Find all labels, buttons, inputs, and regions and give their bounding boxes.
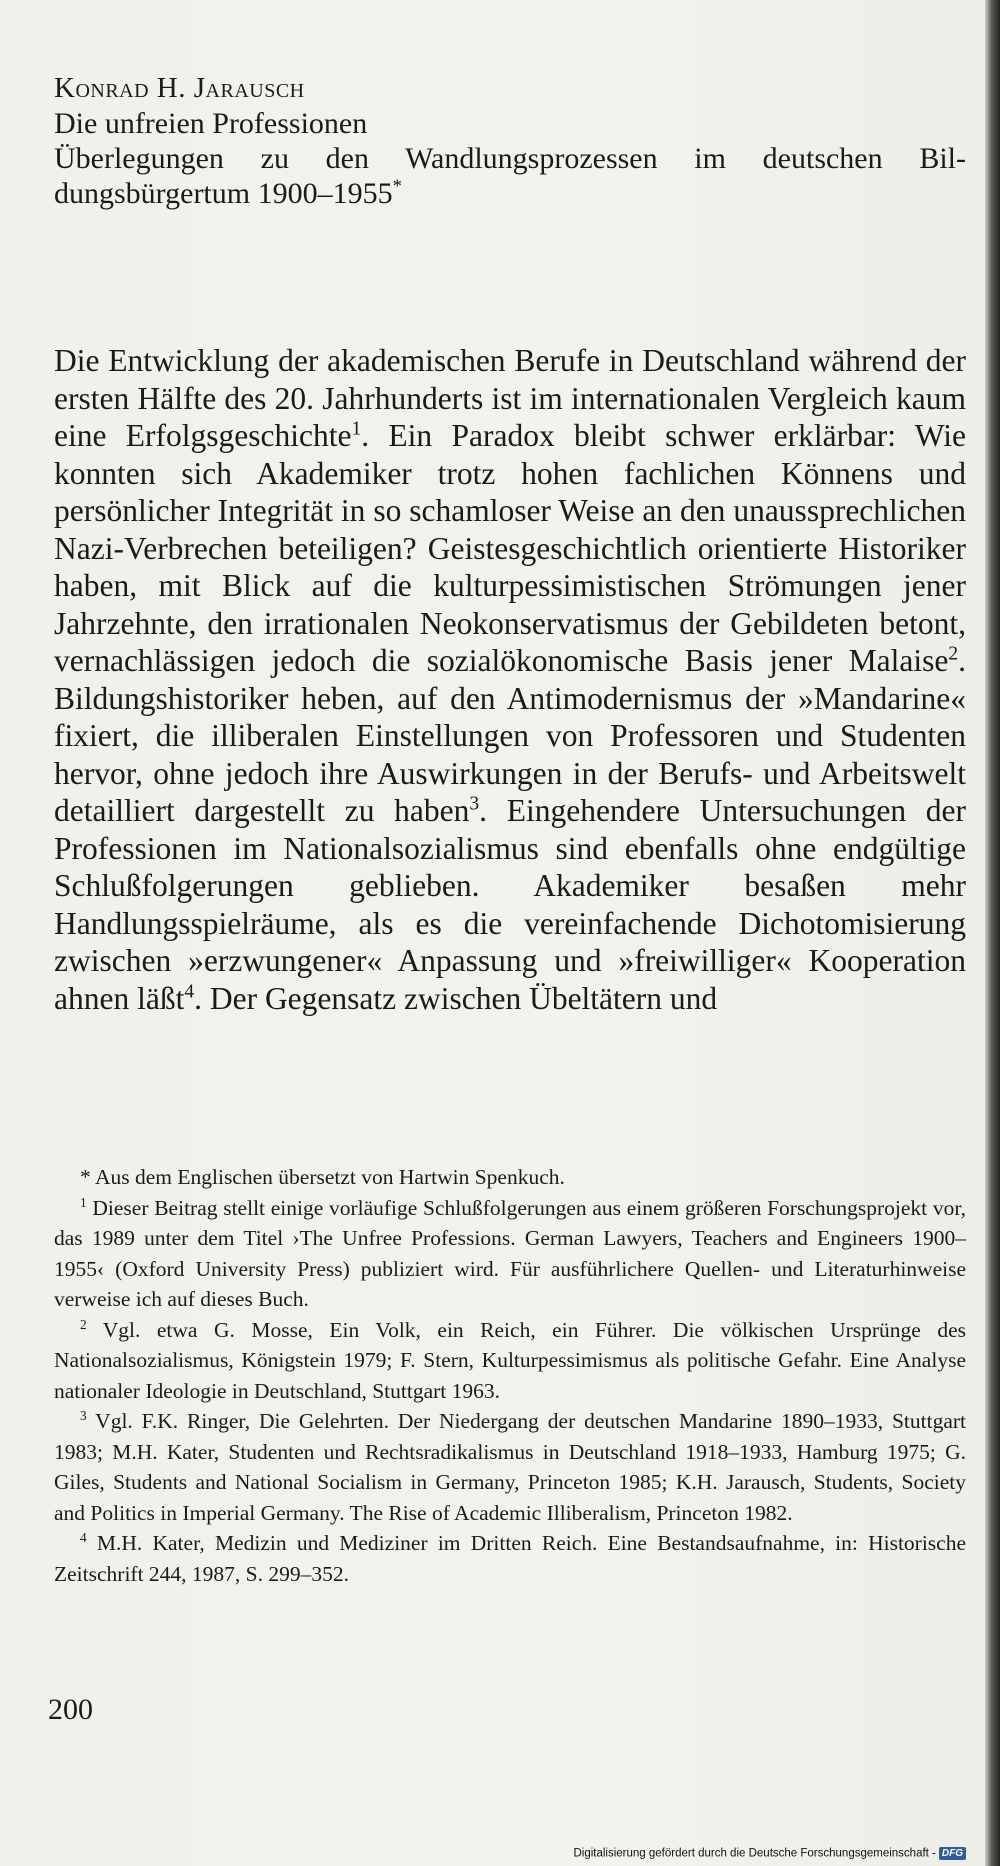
body-text-part: . Ein Paradox bleibt schwer erklärbar: Wie konnten sich Akademiker trotz hohen fachlichen Könnens und persönlicher Integrität in so schamloser Weise an den unaussprechlichen Nazi-Verbrechen beteiligen? Geistesgeschichtlich orientierte Historiker haben, mit Blick auf die kulturpessimistischen Strömungen jener Jahrzehnte, den irrationalen Neokonservatismus der Gebildeten betont, vernachlässigen jedoch die sozialökonomische Basis jener Malaise — [54, 418, 966, 678]
footnotes — [54, 1162, 966, 1589]
footnote-3 — [54, 1406, 966, 1528]
footnote-ref-1: 1 — [351, 418, 362, 440]
page-number: 200 — [48, 1693, 93, 1726]
footnote-text: Vgl. F.K. Ringer, Die Gelehrten. Der Niedergang der deutschen Mandarine 1890–1933, Stuttgart 1983; M.H. Kater, Studenten und Rechtsradikalismus in Deutschland 1918–1933, Hamburg 1975; G. Giles, Students and National Socialism in Germany, Princeton 1985; K.H. Jarausch, Students, Society and Politics in Imperial Germany. The Rise of Academic Illiberalism, Princeton 1982. — [54, 1409, 966, 1525]
footnote-4 — [54, 1528, 966, 1589]
footnote-2 — [54, 1315, 966, 1407]
footnote-1 — [54, 1193, 966, 1315]
footnote-mark: 1 — [80, 1194, 87, 1210]
subtitle-text: Überlegungen zu den Wandlungsprozessen im deutschen Bil-dungsbürgertum 1900–1955 — [54, 142, 966, 210]
chapter-header — [54, 70, 966, 211]
footnote-ref-3: 3 — [469, 793, 480, 815]
digitization-text: Digitalisierung gefördert durch die Deutsche Forschungsgemeinschaft - — [573, 1847, 936, 1860]
body-text-part: Die Entwicklung der akademischen Berufe in Deutschland während der ersten Hälfte des 20. Jahrhunderts ist im internationalen Vergleich kaum eine Erfolgsgeschichte — [54, 343, 966, 453]
body-paragraph — [54, 342, 966, 1017]
footnote-mark: 2 — [80, 1316, 87, 1332]
footnote-text: Vgl. etwa G. Mosse, Ein Volk, ein Reich, ein Führer. Die völkischen Ursprünge des Nationalsozialismus, Königstein 1979; F. Stern, Kulturpessimismus als politische Gefahr. Eine Analyse nationaler Ideologie in Deutschland, Stuttgart 1963. — [54, 1317, 966, 1403]
author-name: Konrad H. Jarausch — [54, 72, 305, 104]
body-text-part: . Eingehendere Untersuchungen der Professionen im Nationalsozialismus sind ebenfalls ohne endgültige Schlußfolgerungen geblieben. Akademiker besaßen mehr Handlungsspielräume, als es die vereinfachende Dichotomisierung zwischen »erzwungener« Anpassung und »freiwilliger« Kooperation ahnen läßt — [54, 793, 966, 1016]
footnote-mark: 3 — [80, 1407, 87, 1423]
footnote-text: M.H. Kater, Medizin und Mediziner im Dritten Reich. Eine Bestandsaufnahme, in: Historische Zeitschrift 244, 1987, S. 299–352. — [54, 1531, 966, 1586]
chapter-subtitle — [54, 141, 966, 211]
footnote-mark: * — [80, 1165, 91, 1189]
footnote-translation — [54, 1162, 966, 1193]
footnote-text: Aus dem Englischen übersetzt von Hartwin Spenkuch. — [94, 1165, 565, 1189]
footnote-ref-4: 4 — [184, 981, 195, 1002]
chapter-title: Die unfreien Professionen — [54, 107, 368, 140]
digitization-note — [573, 1847, 966, 1860]
footnote-mark: 4 — [80, 1529, 87, 1545]
footnote-ref-2: 2 — [948, 643, 959, 665]
page-edge-shadow — [985, 0, 1000, 1866]
subtitle-footnote-mark: * — [392, 176, 402, 197]
dfg-logo-icon: DFG — [939, 1847, 966, 1860]
body-text-part: . Der Gegensatz zwischen Übeltätern und — [194, 980, 718, 1016]
footnote-text: Dieser Beitrag stellt einige vorläufige Schlußfolgerungen aus einem größeren Forschungsprojekt vor, das 1989 unter dem Titel ›The Unfree Professions. German Lawyers, Teachers and Engineers 1900–1955‹ (Oxford University Press) publiziert wird. Für ausführlichere Quellen- und Literaturhinweise verweise ich auf dieses Buch. — [54, 1195, 967, 1311]
body-text-part: . Bildungshistoriker heben, auf den Antimodernismus der »Mandarine« fixiert, die illiberalen Einstellungen von Professoren und Studenten hervor, ohne jedoch ihre Auswirkungen in der Berufs- und Arbeitswelt detailliert dargestellt zu haben — [54, 643, 966, 828]
